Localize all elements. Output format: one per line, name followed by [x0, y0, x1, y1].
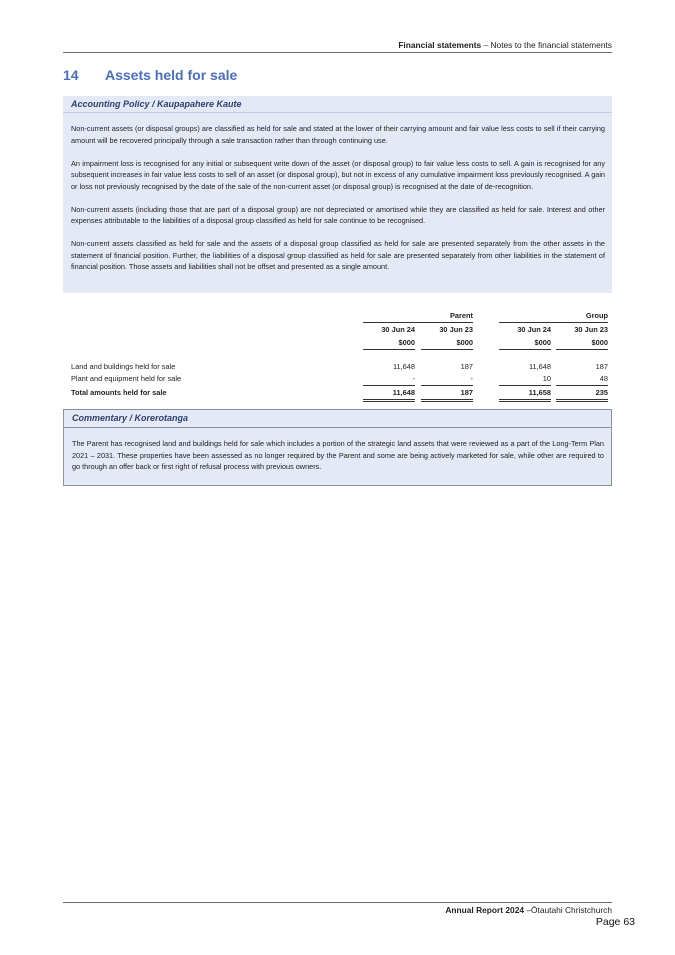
total-double-rule: [363, 399, 415, 400]
table-row: [63, 362, 612, 374]
group-group-rule: [499, 322, 608, 323]
header-divider: [63, 52, 612, 53]
accounting-policy-divider: [63, 112, 612, 113]
table-cell: 187: [595, 362, 608, 371]
subtotal-rule: [421, 385, 473, 386]
total-double-rule: [556, 399, 608, 400]
commentary-divider: [64, 427, 611, 428]
table-cell: -: [412, 374, 415, 383]
column-header-rule: [499, 349, 551, 350]
total-double-rule: [421, 401, 473, 402]
policy-paragraph: Non-current assets (or disposal groups) are classified as held for sale and stated at the lower of their carrying amount and fair value less costs to sell if their carrying amount will be recovered principally through a sale transaction rather than through continuing use.: [71, 124, 605, 145]
total-double-rule: [499, 399, 551, 400]
unit-header: $000: [398, 338, 415, 347]
column-header-rule: [421, 349, 473, 350]
header-subsection-name: – Notes to the financial statements: [481, 40, 612, 50]
running-footer: [63, 905, 612, 915]
subtotal-rule: [499, 385, 551, 386]
total-double-rule: [421, 399, 473, 400]
footer-city: –Ōtautahi Christchurch: [524, 905, 612, 915]
table-total-cell: 235: [595, 388, 608, 397]
table-total-cell: 187: [460, 388, 473, 397]
section-number: 14: [63, 67, 79, 83]
accounting-policy-box: [63, 96, 612, 293]
column-header: 30 Jun 24: [517, 325, 551, 334]
accounting-policy-heading: Accounting Policy / Kaupapahere Kaute: [71, 99, 242, 109]
column-header: 30 Jun 23: [574, 325, 608, 334]
header-section-name: Financial statements: [398, 40, 482, 50]
group-header-parent: Parent: [449, 311, 473, 320]
unit-header: $000: [534, 338, 551, 347]
section-heading: [63, 67, 237, 83]
total-double-rule: [363, 401, 415, 402]
commentary-heading: Commentary / Korerotanga: [72, 413, 189, 423]
parent-group-rule: [363, 322, 473, 323]
total-row-label: Total amounts held for sale: [71, 388, 167, 397]
column-header-rule: [556, 349, 608, 350]
accounting-policy-body: [71, 123, 605, 284]
table-cell: 48: [599, 374, 608, 383]
footer-divider: [63, 902, 612, 903]
table-cell: 187: [460, 362, 473, 371]
column-header: 30 Jun 24: [381, 325, 415, 334]
policy-paragraph: Non-current assets (including those that are part of a disposal group) are not depreciated or amortised while they are classified as held for sale. Interest and other expenses attributable to the liabilities of a disposal group classified as held for sale continue to be recognised.: [71, 204, 605, 225]
unit-header: $000: [456, 338, 473, 347]
footer-report-name: Annual Report 2024: [445, 905, 525, 915]
table-column-header-row: [63, 325, 612, 337]
unit-header: $000: [591, 338, 608, 347]
row-label: Land and buildings held for sale: [71, 362, 176, 371]
column-header: 30 Jun 23: [439, 325, 473, 334]
table-cell: 10: [542, 374, 551, 383]
table-cell: -: [470, 374, 473, 383]
total-double-rule: [499, 401, 551, 402]
table-total-cell: 11,648: [392, 388, 415, 397]
section-title: Assets held for sale: [105, 67, 238, 83]
policy-paragraph: An impairment loss is recognised for any initial or subsequent write down of the asset (or disposal group) to fair value less costs to sell. A gain is recognised for any subsequent increases in fair value less costs to sell of an asset (or disposal group), but not in excess of any cumulative impairment loss previously recognised. A gain or loss not previously recognised by the date of the sale of the non-current asset (or disposal group) is recognised at the date of de-recognition.: [71, 158, 605, 191]
table-cell: 11,648: [392, 362, 415, 371]
subtotal-rule: [556, 385, 608, 386]
table-total-cell: 11,658: [528, 388, 551, 397]
total-double-rule: [556, 401, 608, 402]
commentary-body: The Parent has recognised land and buildings held for sale which includes a portion of the strategic land assets that were reviewed as a part of the Long-Term Plan 2021 – 2031. These properties have been assessed as no longer required by the Parent and some are being actively marketed for sale, while other are required to go through an offer back or first right of refusal process with previous owners.: [72, 439, 604, 471]
running-header: [63, 40, 612, 50]
group-header-group: Group: [585, 311, 608, 320]
column-header-rule: [363, 349, 415, 350]
policy-paragraph: Non-current assets classified as held for sale and the assets of a disposal group classified as held for sale are presented separately from the other assets in the statement of financial position. Further, the liabilities of a disposal group classified as held for sale are presented separately from other liabilities in the statement of financial position. Those assets and liabilities shall not be offset and presented as a single amount.: [71, 239, 605, 271]
subtotal-rule: [363, 385, 415, 386]
commentary-box: [63, 409, 612, 486]
table-cell: 11,648: [528, 362, 551, 371]
page-number: Page 63: [595, 916, 635, 928]
row-label: Plant and equipment held for sale: [71, 374, 182, 383]
